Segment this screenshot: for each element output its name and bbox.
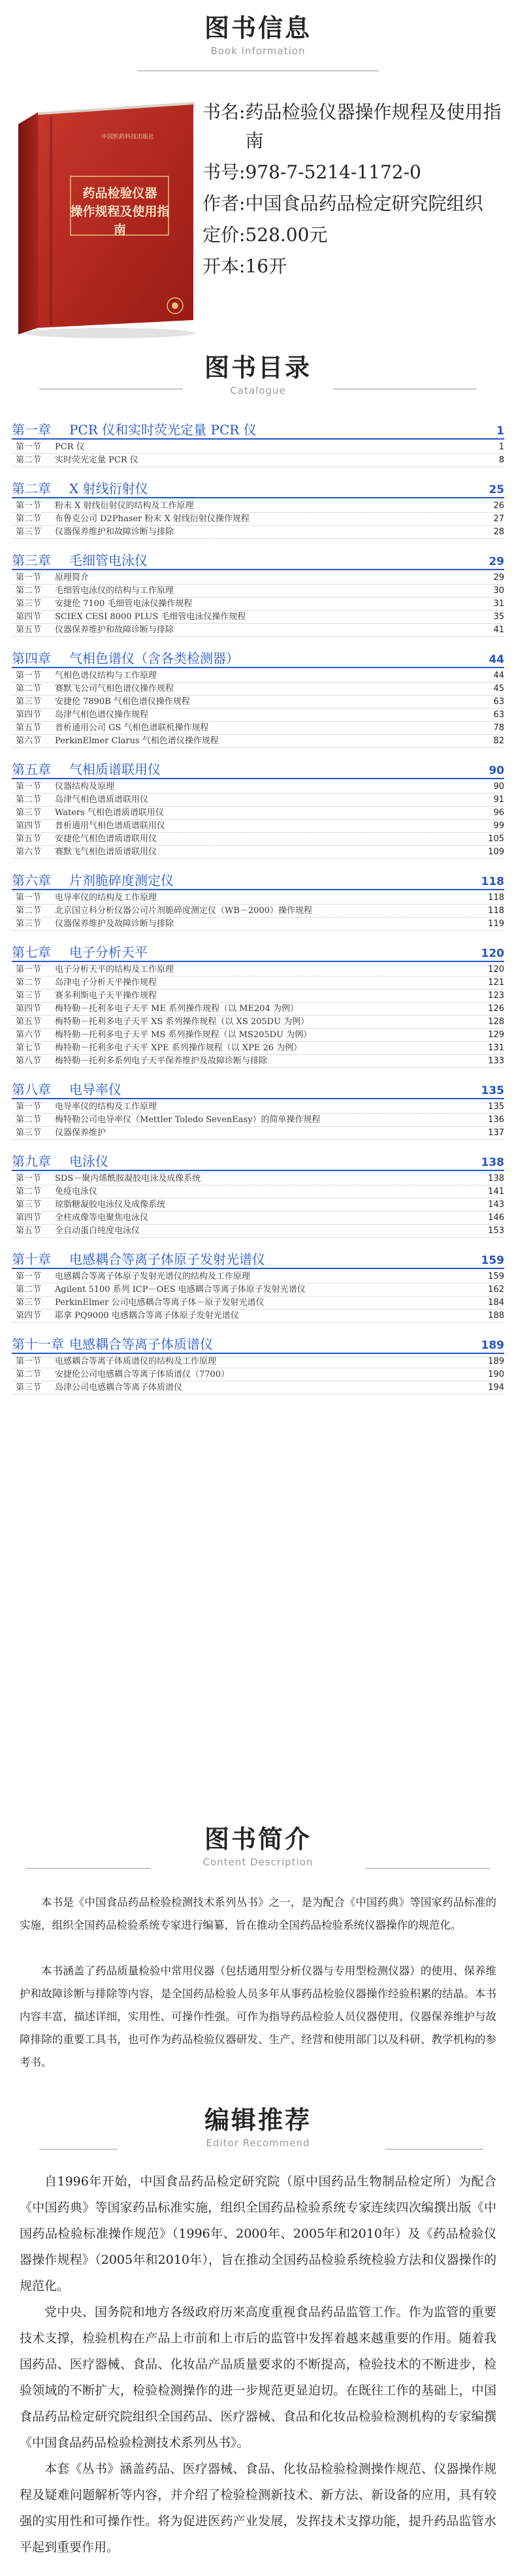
toc-section-page: 82 [493,736,504,746]
toc-section-page: 91 [493,795,504,805]
toc-section-number: 第四节 [16,821,42,831]
toc-section-title: Agilent 5100 系列 ICP－OES 电感耦合等离子体原子发射光谱仪 [55,1285,306,1295]
toc-chapter [12,1081,504,1140]
toc-section-page: 109 [488,847,504,857]
toc-section-number: 第二节 [16,514,42,524]
toc-section-row [12,1042,504,1055]
book-format-value: 16开 [245,255,287,277]
toc-section-number: 第四节 [16,1213,42,1223]
toc-chapter-page: 159 [481,1254,504,1267]
cover-publisher: 中国医药科技出版社 [101,134,154,140]
toc-section-title: 气相色谱仪结构与工作原理 [55,671,157,681]
book-author-value: 中国食品药品检定研究院组织 [245,193,483,214]
toc-section-page: 159 [488,1272,504,1281]
toc-section-page: 141 [488,1187,504,1197]
toc-chapter-title: 毛细管电泳仪 [69,553,148,568]
toc-chapter-number: 第十一章 [12,1336,64,1352]
toc-section-row [12,611,504,624]
toc-section-page: 30 [493,586,504,596]
toc-section-row [12,1381,504,1394]
book-price-value: 528.00元 [245,224,328,246]
toc-section-number: 第二节 [16,1370,42,1379]
toc-chapter [12,552,504,637]
toc-chapter [12,650,504,748]
toc-section-row [12,598,504,611]
toc-section-page: 26 [493,501,504,511]
toc-section-row [12,781,504,794]
toc-section-row [12,846,504,859]
toc-section-page: 29 [493,573,504,583]
toc-section-row [12,1225,504,1238]
toc-section-title: 琼脂糖凝胶电泳仪及成像系统 [55,1200,166,1210]
toc-section-row [12,513,504,526]
toc-section-title: 电导率仪的结构及工作原理 [55,893,157,903]
book-info [202,98,503,281]
toc-chapter-page: 120 [481,947,504,960]
toc-section-number: 第八节 [16,1056,42,1066]
toc-section-page: 189 [488,1357,504,1366]
toc-section-number: 第四节 [16,612,42,622]
toc-section-row [12,500,504,513]
toc-section-row [12,1114,504,1127]
toc-chapter-number: 第三章 [12,553,51,568]
toc-section-title: 电子分析天平的结构及工作原理 [55,965,174,974]
toc-section-number: 第六节 [16,847,42,857]
toc-chapter [12,761,504,859]
toc-chapter-row [12,1153,504,1171]
toc-chapter-number: 第八章 [12,1082,51,1097]
toc-chapter-page: 1 [496,425,504,438]
toc-section-number: 第一节 [16,782,42,792]
toc-section-row [12,1199,504,1212]
toc-section-page: 143 [488,1200,504,1210]
toc-chapter-page: 135 [481,1084,504,1097]
toc-section-title: 赛默飞气相色谱质谱联用仪 [55,847,157,857]
toc-section-row [12,1212,504,1225]
toc-section-row [12,526,504,539]
toc-section-row [12,585,504,598]
toc-section-row [12,1127,504,1140]
toc-section-number: 第一节 [16,573,42,583]
toc-section-number: 第二节 [16,795,42,805]
toc-section-row [12,1003,504,1016]
toc-section-page: 190 [488,1370,504,1379]
toc-chapter-number: 第四章 [12,651,51,666]
toc-chapter-number: 第六章 [12,873,51,888]
toc-section-page: 194 [488,1383,504,1393]
toc-section-row [12,1055,504,1068]
toc-section-page: 78 [493,723,504,733]
toc-section-title: 仪器保养维护和故障诊断与排除 [55,625,174,635]
toc-section-list [12,890,504,931]
toc-section-number: 第六节 [16,736,42,746]
toc-section-title: 安捷伦气相色谱质谱联用仪 [55,834,157,844]
toc-section-number: 第三节 [16,527,42,537]
divider-right [366,1868,490,1869]
toc-section-title: 梅特勒公司电导率仪（Mettler Toledo SevenEasy）的简单操作规程 [55,1115,321,1125]
toc-section-page: 44 [493,671,504,681]
toc-section-page: 135 [488,1102,504,1112]
toc-section-title: 全自动蛋白纯度电泳仪 [55,1226,140,1236]
toc-section-number: 第五节 [16,834,42,844]
toc-chapter-title: 电感耦合等离子体原子发射光谱仪 [69,1251,265,1267]
toc-section-title: 北京国立科分析仪器公司片剂脆碎度测定仪（WB－2000）操作规程 [55,906,312,916]
toc-section-title: 岛津电子分析天平操作规程 [55,978,157,988]
toc-section-number: 第三节 [16,697,42,707]
book-format-label: 开本: [202,255,246,277]
toc-section-title: 安捷伦公司电感耦合等离子体质谱仪（7700） [55,1370,230,1379]
toc-section-page: 119 [488,919,504,929]
toc-section-list [12,498,504,539]
toc-section-title: PerkinElmer Clarus 气相色谱仪操作规程 [55,736,219,746]
toc-chapter-title: 电感耦合等离子体质谱仪 [69,1336,213,1352]
toc-chapter-title: 片剂脆碎度测定仪 [69,873,174,888]
toc-section-title: 赛默飞公司气相色谱仪操作规程 [55,684,174,694]
book-title-label: 书名: [202,101,246,123]
toc-chapter-title: X 射线衍射仪 [69,481,148,496]
toc-section-title: SCIEX CESI 8000 PLUS 毛细管电泳仪操作规程 [55,612,246,622]
toc-chapter-number: 第一章 [12,422,51,438]
toc-section-title: 普析通用公司 GS 气相色谱联机操作规程 [55,723,209,733]
toc-chapter [12,1336,504,1394]
toc-section-list [12,1269,504,1323]
toc-section-row [12,1355,504,1368]
toc-section-number: 第二节 [16,1187,42,1197]
toc-chapter-number: 第十章 [12,1251,51,1267]
book-author-label: 作者: [202,193,246,214]
toc-section-page: 121 [488,978,504,988]
toc-section-row [12,1016,504,1029]
toc-section-list [12,779,504,859]
toc-section-page: 133 [488,1056,504,1066]
table-of-contents [12,421,504,1408]
toc-section-number: 第二节 [16,906,42,916]
toc-section-title: 实时荧光定量 PCR 仪 [55,455,138,465]
toc-section-row [12,1172,504,1185]
toc-section-page: 136 [488,1115,504,1125]
toc-section-title: 赛多利斯电子天平操作规程 [55,991,157,1001]
book-author-row [202,189,503,218]
toc-section-page: 138 [488,1174,504,1183]
toc-section-title: 免疫电泳仪 [55,1187,98,1197]
toc-section-number: 第二节 [16,455,42,465]
section-title: 图书信息 [204,13,312,42]
toc-section-number: 第五节 [16,1017,42,1027]
toc-section-number: 第一节 [16,965,42,974]
toc-section-page: 162 [488,1285,504,1295]
toc-chapter-title: 气相色谱仪（含各类检测器） [69,651,239,666]
toc-section-row [12,1283,504,1296]
intro-paragraph-2: 本书涵盖了药品质量检验中常用仪器（包括通用型分析仪器与专用型检测仪器）的使用、保养维护和故障诊断与排除等内容，是全国药品检验人员多年从事药品检验仪器操作经验积累的结晶。本书内容丰富，描述详细，实用性、可操作性强。可作为指导药品检验人员仪器使用、仪器保养维护与故障排除的重要工具书，也可作为药品检验仪器研发、生产、经营和使用部门以及科研、教学机构的参考书。 [20,1965,496,2069]
editor-paragraph-1: 自1996年开始，中国食品药品检定研究院（原中国药品生物制品检定所）为配合《中国药典》等国家药品标准实施，组织全国药品检验系统专家连续四次编撰出版《中国药品检验标准操作规范》（1996年、2000年、2005年和2010年）及《药品检验仪器操作规程》（2005年和2010年），旨在推动全国药品检验系统检验方法和仪器操作的规范化。 [20,2174,496,2293]
toc-section-number: 第三节 [16,1200,42,1210]
toc-section-row [12,669,504,683]
book-price-row [202,221,503,250]
toc-chapter-page: 44 [489,653,504,666]
toc-section-list [12,1099,504,1140]
toc-section-number: 第三节 [16,599,42,609]
section-title: 编辑推荐 [204,2105,312,2134]
section-subtitle: Book Information [210,45,306,57]
toc-section-number: 第五节 [16,1226,42,1236]
toc-section-page: 146 [488,1213,504,1223]
toc-section-title: PerkinElmer 公司电感耦合等离子体－原子发射光谱仪 [55,1298,265,1308]
toc-section-number: 第一节 [16,893,42,903]
book-title-value: 药品检验仪器操作规程及使用指南 [245,101,502,152]
toc-section-row [12,976,504,990]
toc-chapter-page: 189 [481,1339,504,1352]
toc-section-row [12,1310,504,1323]
toc-section-row [12,1185,504,1199]
book-isbn-value: 978-7-5214-1172-0 [245,161,421,183]
toc-section-page: 35 [493,612,504,622]
toc-section-page: 153 [488,1226,504,1236]
toc-section-number: 第二节 [16,684,42,694]
toc-section-title: 岛津气相色谱仪操作规程 [55,710,149,720]
toc-section-number: 第四节 [16,710,42,720]
toc-section-row [12,807,504,820]
editor-paragraph-2: 党中央、国务院和地方各级政府历来高度重视食品药品监管工作。作为监管的重要技术支撑，检验机构在产品上市前和上市后的监管中发挥着越来越重要的作用。随着我国药品、医疗器械、食品、化妆品产品质量要求的不断提高，检验技术的不断进步，检验领域的不断扩大，检验检测操作的进一步规范更显迫切。在既往工作的基础上，中国食品药品检定研究院组织全国药品、医疗器械、食品和化妆品检验检测机构的专家编撰《中国食品药品检验检测技术系列丛书》。 [20,2305,496,2450]
toc-chapter [12,1251,504,1323]
toc-section-number: 第三节 [16,919,42,929]
toc-chapter-title: 电子分析天平 [69,944,148,960]
toc-section-row [12,990,504,1003]
toc-section-row [12,683,504,696]
toc-chapter-number: 第七章 [12,944,51,960]
toc-section-page: 1 [498,442,504,452]
toc-section-row [12,441,504,454]
toc-section-title: 耶拿 PQ9000 电感耦合等离子体原子发射光谱仪 [55,1311,239,1321]
toc-section-number: 第一节 [16,1174,42,1183]
toc-section-list [12,1171,504,1238]
toc-section-row [12,905,504,918]
book-title-row [202,98,503,155]
toc-section-page: 129 [488,1030,504,1040]
toc-section-number: 第三节 [16,991,42,1001]
toc-section-row [12,918,504,931]
intro-paragraph-1: 本书是《中国食品药品检验检测技术系列丛书》之一，是为配合《中国药典》等国家药品标准的实施，组织全国药品检验系统专家进行编纂，旨在推动全国药品检验系统仪器操作的规范化。 [20,1896,496,1931]
toc-section-page: 126 [488,1004,504,1014]
book-isbn-row [202,158,503,187]
toc-section-title: 电感耦合等离子体原子发射光谱仪的结构及工作原理 [55,1272,251,1281]
toc-section-row [12,794,504,807]
toc-section-title: 电导率仪的结构及工作原理 [55,1102,157,1112]
section-header-intro [0,1819,516,1868]
toc-section-title: 梅特勒－托利多电子天平 ME 系列操作规程（以 ME204 为例） [55,1004,298,1014]
toc-section-number: 第三节 [16,808,42,818]
toc-chapter-page: 25 [489,483,504,496]
toc-section-title: 原理简介 [55,573,89,583]
toc-section-title: 梅特勒－托利多系列电子天平保养维护及故障诊断与排除 [55,1056,268,1066]
toc-chapter-page: 90 [489,764,504,777]
divider-left [26,1868,150,1869]
toc-section-row [12,572,504,585]
toc-section-page: 8 [498,455,504,465]
toc-chapter-page: 118 [481,875,504,888]
toc-section-page: 120 [488,965,504,974]
toc-section-title: 岛津气相色谱质谱联用仪 [55,795,149,805]
toc-chapter-page: 138 [481,1156,504,1169]
toc-section-row [12,1101,504,1114]
toc-section-title: 电感耦合等离子体质谱仪的结构及工作原理 [55,1357,217,1366]
toc-section-page: 28 [493,527,504,537]
toc-section-page: 41 [493,625,504,635]
toc-section-number: 第一节 [16,1102,42,1112]
toc-section-page: 128 [488,1017,504,1027]
toc-chapter [12,480,504,539]
toc-chapter-row [12,480,504,498]
toc-chapter-row [12,872,504,890]
toc-section-title: 仪器保养维护及故障诊断与排除 [55,919,174,929]
toc-section-number: 第四节 [16,1311,42,1321]
toc-chapter [12,1153,504,1238]
toc-chapter-title: 电泳仪 [69,1153,108,1169]
toc-section-row [12,624,504,637]
toc-section-title: SDS－聚丙烯酰胺凝胶电泳及成像系统 [55,1174,201,1183]
toc-section-page: 123 [488,991,504,1001]
section-header-info [0,8,516,57]
toc-section-title: 普析通用气相色谱质谱联用仪 [55,821,166,831]
section-subtitle: Content Description [202,1856,314,1868]
toc-chapter [12,944,504,1068]
toc-section-list [12,962,504,1068]
toc-section-number: 第一节 [16,501,42,511]
toc-chapter-row [12,421,504,440]
toc-section-row [12,1368,504,1381]
toc-section-page: 137 [488,1128,504,1138]
toc-section-title: 仪器结构及原理 [55,782,115,792]
toc-section-title: 安捷伦 7100 毛细管电泳仪操作规程 [55,599,193,609]
toc-section-row [12,735,504,748]
book-price-label: 定价: [202,224,246,246]
toc-chapter-number: 第五章 [12,762,51,777]
toc-section-title: 梅特勒－托利多电子天平 MS 系列操作规程（以 MS205DU 为例） [55,1030,312,1040]
toc-section-number: 第二节 [16,1285,42,1295]
toc-section-page: 90 [493,782,504,792]
toc-section-row [12,1296,504,1310]
toc-section-number: 第五节 [16,723,42,733]
toc-section-page: 99 [493,821,504,831]
toc-section-number: 第五节 [16,625,42,635]
toc-section-page: 105 [488,834,504,844]
toc-section-row [12,722,504,735]
toc-section-list [12,440,504,467]
toc-chapter-row [12,1336,504,1354]
toc-section-title: 梅特勒－托利多电子天平 XPE 系列操作规程（以 XPE 26 为例） [55,1043,302,1053]
toc-section-title: 安捷伦 7890B 气相色谱仪操作规程 [55,697,190,707]
toc-section-number: 第七节 [16,1043,42,1053]
toc-section-page: 131 [488,1043,504,1053]
toc-section-title: 仪器保养维护和故障诊断与排除 [55,527,174,537]
toc-section-row [12,454,504,467]
toc-section-row [12,1270,504,1283]
toc-chapter-number: 第二章 [12,481,51,496]
toc-section-list [12,570,504,637]
toc-section-title: 粉末 X 射线衍射仪的结构及工作原理 [55,501,194,511]
toc-chapter-row [12,1081,504,1099]
toc-section-number: 第一节 [16,442,42,452]
toc-section-page: 27 [493,514,504,524]
toc-section-number: 第六节 [16,1030,42,1040]
section-subtitle: Catalogue [230,385,286,396]
toc-chapter-row [12,650,504,668]
toc-chapter-title: 气相质谱联用仪 [69,762,161,777]
section-header-editor [0,2100,516,2149]
cover-title-line2: 操作规程及使用指南 [70,204,170,237]
toc-chapter-row [12,944,504,962]
toc-section-title: PCR 仪 [55,442,85,452]
toc-section-page: 118 [488,893,504,903]
cover-title-line1: 药品检验仪器 [82,186,157,201]
cover-title [69,184,170,239]
book-format-row [202,252,503,281]
toc-section-page: 184 [488,1298,504,1308]
section-title: 图书简介 [204,1824,312,1854]
toc-chapter-row [12,552,504,570]
toc-section-row [12,820,504,833]
toc-section-title: Waters 气相色谱质谱联用仪 [55,808,164,818]
toc-section-page: 188 [488,1311,504,1321]
toc-section-title: 梅特勒－托利多电子天平 XS 系列操作规程（以 XS 205DU 为例） [55,1017,310,1027]
toc-section-number: 第三节 [16,1383,42,1393]
toc-section-number: 第一节 [16,671,42,681]
toc-chapter-title: PCR 仪和实时荧光定量 PCR 仪 [69,422,257,438]
toc-section-page: 63 [493,697,504,707]
toc-section-number: 第二节 [16,1115,42,1125]
toc-section-page: 118 [488,906,504,916]
toc-section-number: 第一节 [16,1357,42,1366]
toc-section-title: 全柱成像等电聚焦电泳仪 [55,1213,149,1223]
book-cover [12,98,201,340]
toc-chapter-title: 电导率仪 [69,1082,121,1097]
toc-section-page: 63 [493,710,504,720]
toc-chapter [12,872,504,931]
toc-section-row [12,709,504,722]
toc-section-title: 毛细管电泳仪的结构与工作原理 [55,586,174,596]
toc-section-title: 岛津公司电感耦合等离子体质谱仪 [55,1383,183,1393]
toc-section-list [12,668,504,748]
editor-paragraph-3: 本套《丛书》涵盖药品、医疗器械、食品、化妆品检验检测操作规范、仪器操作规程及疑难问题解析等内容，并介绍了检验检测新技术、新方法、新设备的应用，具有较强的实用性和可操作性。将为促进医药产业发展，发挥技术支撑功能，提升药品监管水平起到重要作用。 [20,2462,496,2554]
toc-section-number: 第二节 [16,978,42,988]
toc-section-page: 45 [493,684,504,694]
toc-section-number: 第三节 [16,1298,42,1308]
toc-section-list [12,1354,504,1394]
toc-section-row [12,892,504,905]
section-title: 图书目录 [204,353,312,382]
toc-section-row [12,1029,504,1042]
book-isbn-label: 书号: [202,161,246,183]
toc-section-title: 仪器保养维护 [55,1128,106,1138]
toc-section-row [12,963,504,976]
toc-section-row [12,696,504,709]
toc-section-row [12,833,504,846]
toc-chapter-number: 第九章 [12,1153,51,1169]
toc-section-title: 布鲁克公司 D2Phaser 粉末 X 射线衍射仪操作规程 [55,514,250,524]
toc-chapter [12,421,504,467]
toc-chapter-page: 29 [489,555,504,568]
toc-section-number: 第四节 [16,1004,42,1014]
toc-section-page: 96 [493,808,504,818]
toc-section-page: 31 [493,599,504,609]
toc-section-number: 第三节 [16,1128,42,1138]
section-subtitle: Editor Recommend [206,2137,310,2149]
toc-section-number: 第二节 [16,586,42,596]
toc-chapter-row [12,761,504,779]
toc-chapter-row [12,1251,504,1269]
toc-section-number: 第一节 [16,1272,42,1281]
